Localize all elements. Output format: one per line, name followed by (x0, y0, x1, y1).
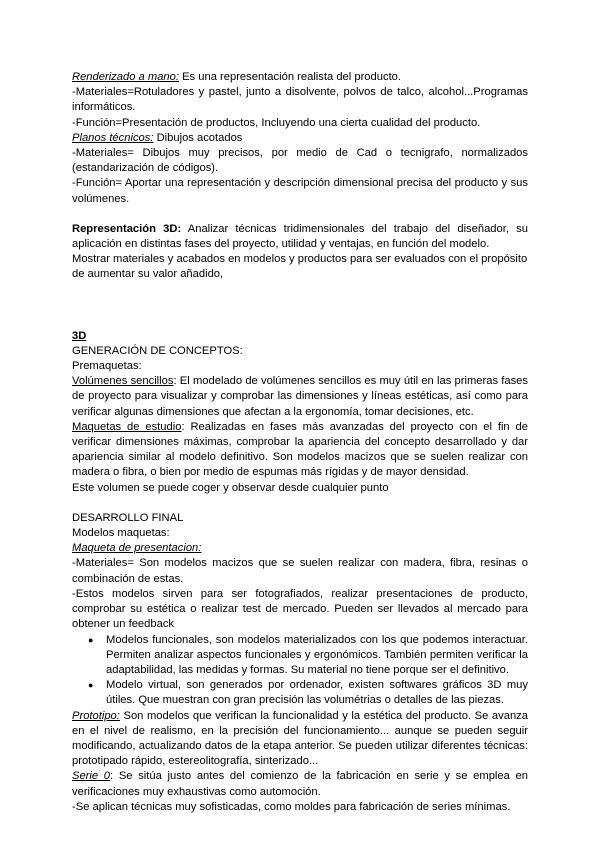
rep3d-extra: Mostrar materiales y acabados en modelos y productos para ser evaluados con el propósito de aumentar su valor añadido, (72, 253, 528, 281)
maq-text: : Realizadas en fases más avanzadas del proyecto con el fin de verificar dimensiones máximas, comprobar la apariencia del concepto desarrollado y dar apariencia similar al modelo definitivo. Son modelos macizos que se suelen realizar con madera o fibra, o bien por medio de espumas más rígidas y de mayor densidad. (72, 420, 528, 479)
planos-function: -Función= Aportar una representación y descripción dimensional precisa del producto y sus volúmenes. (72, 177, 528, 205)
proto-label: Prototipo: (72, 709, 120, 722)
vol-text: : El modelado de volúmenes sencillos es muy útil en las primeras fases de proyecto para visualizar y comprobar las dimensiones y líneas estéticas, así como para verificar algunas dimensiones que afectan a la ergonomía, tomar decisiones, etc. (72, 375, 528, 418)
rend-line (72, 70, 528, 85)
document-page (72, 70, 528, 815)
planos-label: Planos técnicos: (72, 131, 154, 144)
proto-text: Son modelos que verifican la funcionalidad y la estética del producto. Se avanza en el nivel de realismo, en la precisión del funcionamiento... aunque se pueden seguir modificando, actualizando datos de la etapa anterior. Se pueden utilizar diferentes técnicas: prototipado rápido, estereolitografía, sinterizado... (72, 709, 528, 768)
gen-premaquetas: Premaquetas: (72, 360, 142, 373)
rend-materials: -Materiales=Rotuladores y pastel, junto a disolvente, polvos de talco, alcohol...Programas informáticos. (72, 86, 528, 114)
serie-text: : Se sitúa justo antes del comienzo de la fabricación en serie y se emplea en verificaciones muy exhaustivas como automoción. (72, 770, 528, 798)
dev-sub: Modelos maquetas: (72, 527, 170, 540)
rend-text: Es una representación realista del producto. (178, 71, 402, 83)
heading-3d: 3D (72, 329, 87, 342)
gen-title: GENERACIÓN DE CONCEPTOS: (72, 344, 243, 357)
maq-para (72, 420, 528, 481)
vol-label: Volúmenes sencillos (72, 375, 174, 388)
rep3d-text: Analizar técnicas tridimensionales del trabajo del diseñador, su aplicación en distintas fases del proyecto, utilidad y ventajas, en función del modelo. (72, 222, 528, 251)
bullet-virtual: ● Modelo virtual, son generados por ordenador, existen softwares gráficos 3D muy útiles. Que muestran con gran precisión las volumétrias o detalles de las piezas. (94, 678, 528, 708)
vol-para (72, 374, 528, 420)
rend-label: Renderizado a mano: (72, 71, 179, 83)
bullet-functional: ● Modelos funcionales, son modelos materializados con los que podemos interactuar. Permiten analizar aspectos funcionales y ergonómicos. También permiten verificar la adaptabilidad, las medidas y formas. Su material no tiene porque ser el definitivo. (94, 633, 528, 679)
dev-materials: -Materiales= Son modelos macizos que se suelen realizar con madera, fibra, resinas o combinación de estas. (72, 557, 528, 585)
proto-para (72, 709, 528, 770)
serie-para (72, 769, 528, 799)
planos-materials: -Materiales= Dibujos muy precisos, por medio de Cad o tecnigrafo, normalizados (estandarización de códigos). (72, 147, 528, 175)
pres-label: Maqueta de presentacion: (72, 542, 202, 555)
vol2-line: Este volumen se puede coger y observar desde cualquier punto (72, 481, 389, 494)
serie-label: Serie 0 (72, 770, 111, 783)
last-line: -Se aplican técnicas muy sofisticadas, como moldes para fabricación de series mínimas. (72, 800, 511, 813)
rep3d-label: Representación 3D: (72, 222, 182, 235)
planos-text: Dibujos acotados (153, 131, 243, 144)
maq-label: Maquetas de estudio (72, 420, 182, 433)
rend-function: -Función=Presentación de productos, Incluyendo una cierta cualidad del producto. (72, 116, 481, 129)
dev-bullet-list (72, 633, 528, 709)
planos-line (72, 131, 528, 146)
dev-estos: -Estos modelos sirven para ser fotografiados, realizar presentaciones de producto, comprobar su estética o realizar test de mercado. Pueden ser llevados al mercado para obtener un feedback (72, 587, 528, 631)
dev-title: DESARROLLO FINAL (72, 511, 184, 524)
rep3d-para (72, 222, 528, 252)
